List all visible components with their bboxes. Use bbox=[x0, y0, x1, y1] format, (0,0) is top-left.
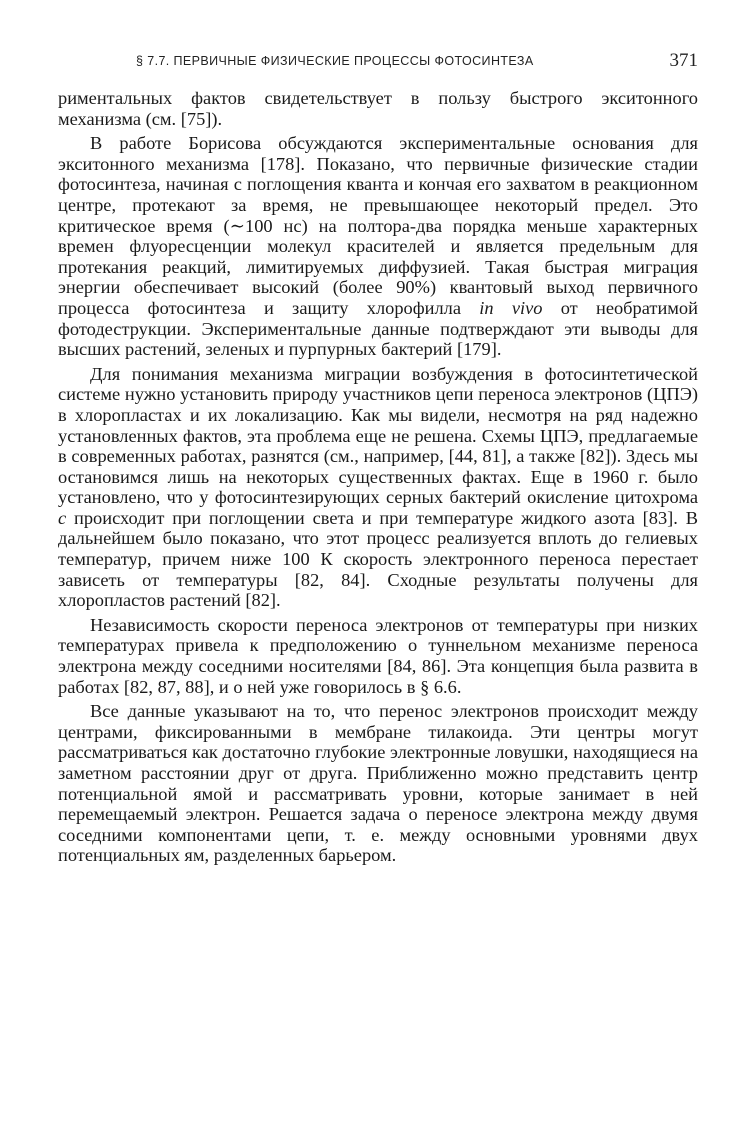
text-segment: Независимость скорости переноса электронов от температуры при низких температурах привела к предположению о туннельном механизме переноса электрона между соседними носителями [84, 86]. Эта концепция была развита в работах [82, 87, 88], и о ней уже говорилось в § 6.6. bbox=[58, 614, 698, 697]
paragraph bbox=[58, 133, 698, 360]
text-segment: Для понимания механизма миграции возбуждения в фотосинтетической системе нужно установить природу участников цепи переноса электронов (ЦПЭ) в хлоропластах и их локализацию. Как мы видели, несмотря на ряд надежно установленных фактов, эта проблема еще не решена. Схемы ЦПЭ, предлагаемые в современных работах, разнятся (см., например, [44, 81], а также [82]). Здесь мы остановимся лишь на некоторых существенных фактах. Еще в 1960 г. было установлено, что у фотосинтезирующих серных бактерий окисление цитохрома bbox=[58, 363, 698, 508]
paragraph bbox=[58, 364, 698, 611]
text-segment: происходит при поглощении света и при температуре жидкого азота [83]. В дальнейшем было показано, что этот процесс реализуется вплоть до гелиевых температур, причем ниже 100 К скорость электронного переноса перестает зависеть от температуры [82, 84]. Сходные результаты получены для хлоропластов растений [82]. bbox=[58, 507, 698, 611]
italic-term: in vivo bbox=[479, 297, 543, 318]
paragraph bbox=[58, 615, 698, 697]
body-text bbox=[58, 88, 698, 866]
paragraph bbox=[58, 88, 698, 129]
book-page bbox=[58, 50, 698, 866]
italic-term: c bbox=[58, 507, 67, 528]
text-segment: В работе Борисова обсуждаются экспериментальные основания для экситонного механизма [178]. Показано, что первичные физические стадии фотосинтеза, начиная с поглощения кванта и кончая его захватом в реакционном центре, протекают за время, не превышающее некоторый предел. Это критическое время (∼100 нс) на полтора-два порядка меньше характерных времен флуоресценции молекул красителей и является предельным для протекания реакций, лимитируемых диффузией. Такая быстрая миграция энергии обеспечивает высокий (более 90%) квантовый выход первичного процесса фотосинтеза и защиту хлорофилла bbox=[58, 133, 698, 318]
running-head bbox=[58, 50, 698, 80]
text-segment: Все данные указывают на то, что перенос электронов происходит между центрами, фиксированными в мембране тилакоида. Эти центры могут рассматриваться как достаточно глубокие электронные ловушки, находящиеся на заметном расстоянии друг от друга. Приближенно можно представить центр потенциальной ямой и рассматривать уровни, которые занимает в ней перемещаемый электрон. Решается задача о переносе электрона между двумя соседними компонентами цепи, т. е. между основными уровнями двух потенциальных ям, разделенных барьером. bbox=[58, 701, 698, 866]
page-number: 371 bbox=[669, 50, 698, 71]
paragraph bbox=[58, 701, 698, 866]
text-segment: от необратимой фотодеструкции. Экспериментальные данные подтверждают эти выводы для высших растений, зеленых и пурпурных бактерий [179]. bbox=[58, 297, 698, 360]
running-title: § 7.7. ПЕРВИЧНЫЕ ФИЗИЧЕСКИЕ ПРОЦЕССЫ ФОТОСИНТЕЗА bbox=[136, 54, 534, 68]
text-segment: риментальных фактов свидетельствует в пользу быстрого экситонного механизма (см. [75]). bbox=[58, 88, 698, 129]
